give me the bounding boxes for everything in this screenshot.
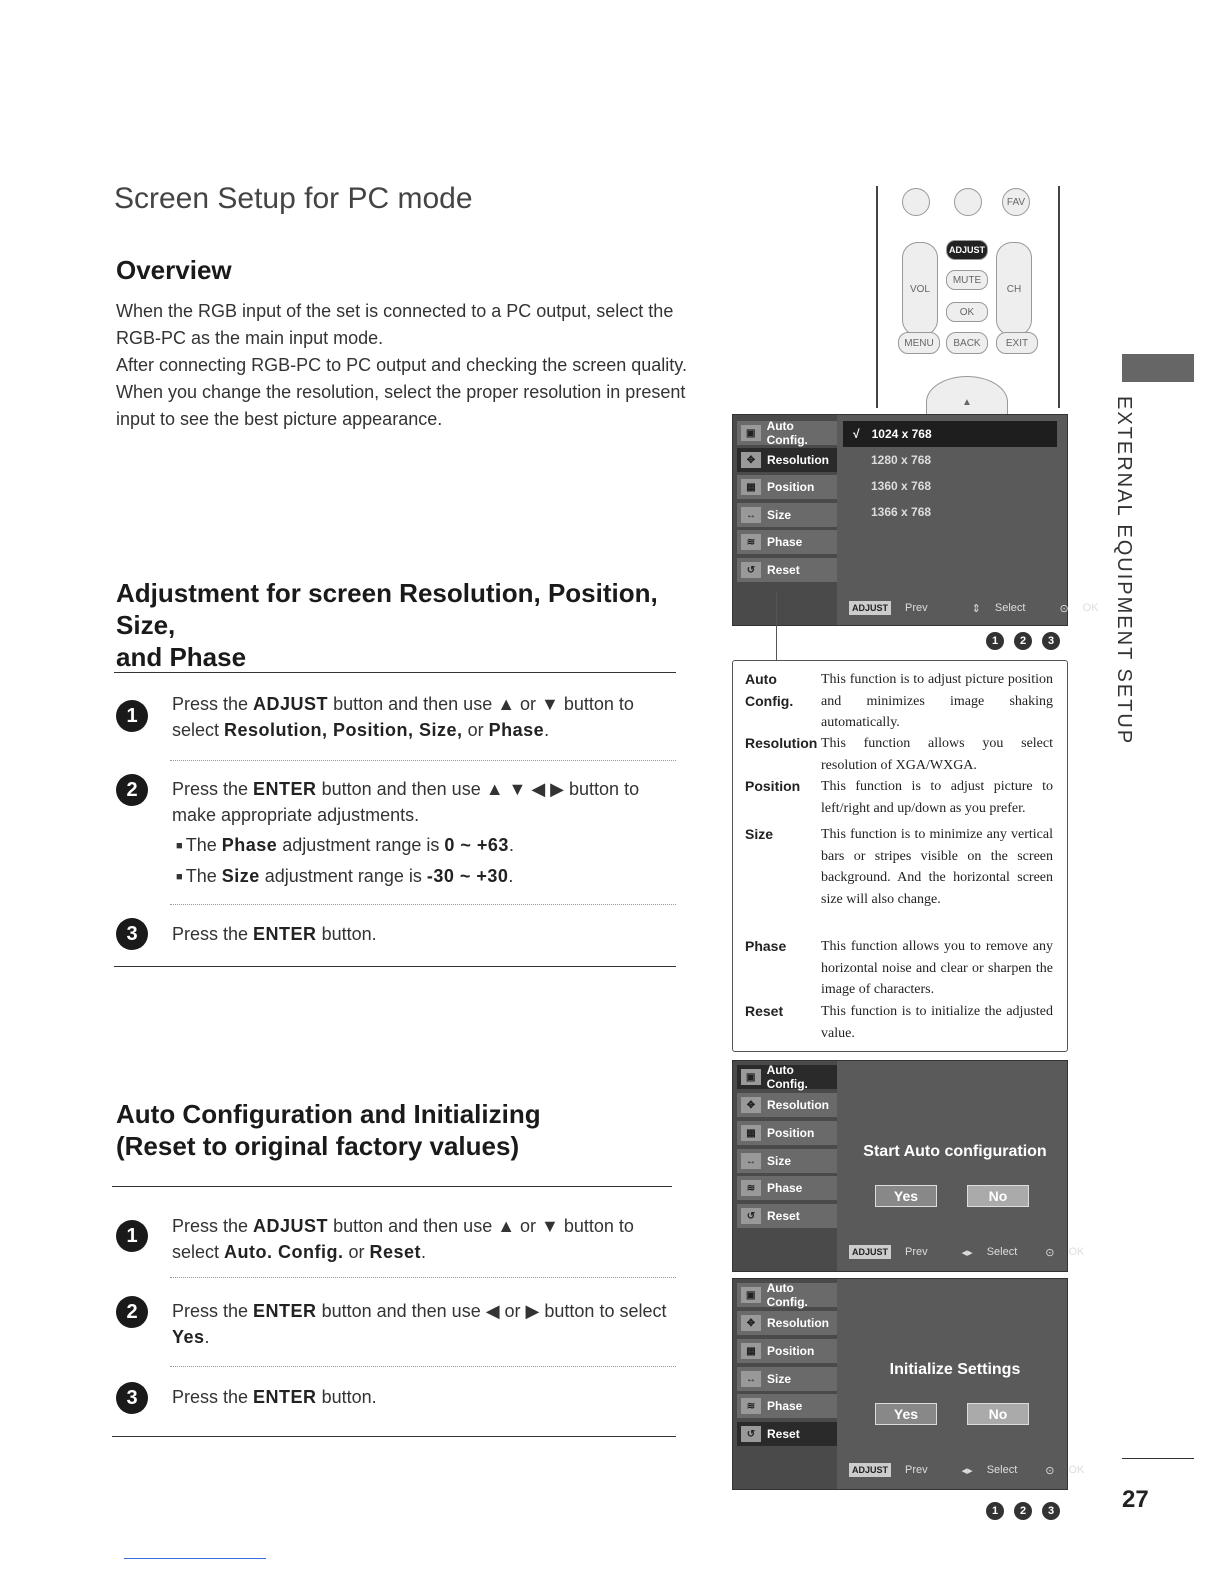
overview-p1: When the RGB input of the set is connected to a PC output, select the RGB-PC as the main input mode.: [116, 301, 674, 348]
overview-heading: Overview: [116, 255, 232, 285]
no-button: No: [967, 1403, 1029, 1425]
auto-step-2: Press the ENTER button and then use ◀ or ▶ button to select Yes.: [172, 1301, 667, 1347]
osd-menu-item-size: ↔ Size: [737, 503, 837, 527]
step-3-number: 3: [116, 1382, 148, 1414]
osd-menu-item-auto-config: ▣ Auto Config.: [737, 421, 837, 445]
leftright-icon: ◂▸: [961, 1246, 973, 1259]
yes-button: Yes: [875, 1403, 937, 1425]
remote-dpad-up-icon: ▲: [926, 376, 1008, 428]
osd-message: Start Auto configuration: [863, 1143, 1047, 1160]
resolution-icon: ✥: [741, 1097, 761, 1113]
osd-menu-item-position: ▦ Position: [737, 1339, 837, 1363]
osd-menu-item-position: ▦ Position: [737, 475, 837, 499]
osd-menu-item-phase: ≋ Phase: [737, 1394, 837, 1418]
prev-hint: Prev: [905, 602, 928, 614]
divider: [114, 966, 676, 967]
select-hint: Select: [994, 602, 1026, 614]
circle-number: 2: [1014, 632, 1032, 650]
prev-hint: Prev: [905, 1464, 928, 1476]
divider: [112, 1186, 672, 1187]
resolution-icon: ✥: [741, 1315, 761, 1331]
ok-icon: ⊙: [1045, 1246, 1055, 1259]
phase-icon: ≋: [741, 534, 761, 550]
osd-menu-item-reset: ↺ Reset: [737, 558, 837, 582]
size-icon: ↔: [741, 1371, 761, 1387]
osd-help-bar: [843, 1459, 1085, 1481]
ok-hint: OK: [1082, 602, 1099, 614]
osd-menu-item-resolution: ✥ Resolution: [737, 1093, 837, 1117]
updown-icon: ⇕: [971, 602, 981, 615]
section-tab-marker: [1122, 354, 1194, 382]
osd-resolution-menu: [732, 414, 1099, 626]
ok-hint: OK: [1068, 1246, 1085, 1258]
remote-round-button: [954, 188, 982, 216]
adjust-tag: ADJUST: [849, 601, 891, 615]
circle-number: 2: [1014, 1502, 1032, 1520]
remote-back-button: BACK: [946, 332, 988, 354]
auto-config-icon: ▣: [741, 1287, 761, 1303]
osd-auto-config-dialog: [732, 1060, 1085, 1272]
reset-icon: ↺: [741, 562, 761, 578]
callout-line: [776, 592, 777, 660]
remote-round-button: [902, 188, 930, 216]
select-hint: Select: [986, 1246, 1018, 1258]
osd-help-bar: [843, 1241, 1085, 1263]
auto-heading-line1: Auto Configuration and Initializing: [116, 1099, 541, 1129]
dotted-divider: [170, 1277, 676, 1278]
divider: [112, 1436, 676, 1437]
auto-config-icon: ▣: [741, 425, 761, 441]
ok-icon: ⊙: [1045, 1464, 1055, 1477]
osd-menu-item-phase: ≋ Phase: [737, 530, 837, 554]
adjust-heading-line1: Adjustment for screen Resolution, Position, Size,: [116, 578, 658, 640]
step-3-number: 3: [116, 918, 148, 950]
size-icon: ↔: [741, 507, 761, 523]
resolution-icon: ✥: [741, 452, 761, 468]
prev-hint: Prev: [905, 1246, 928, 1258]
remote-menu-button: MENU: [898, 332, 940, 354]
function-descriptions: Auto Config. This function is to adjust picture position and minimizes image shaking automatically. Resolution This function allows you select resolution of XGA/WXGA. Position This function is to adjust picture to left/right and up/down as you prefer. Size This function is to minimize any vertical bars or stripes visible on the screen background. And the horizontal screen size will also change. Phase This function allows you to remove any horizontal noise and clear or sharpen the image of characters. Reset This function is to initialize the adjusted value.: [732, 660, 1068, 1052]
no-button: No: [967, 1185, 1029, 1207]
reset-icon: ↺: [741, 1208, 761, 1224]
resolution-option: 1360 x 768: [871, 479, 932, 493]
auto-step-3: Press the ENTER button.: [172, 1387, 377, 1407]
osd-menu-item-auto-config: ▣ Auto Config.: [737, 1065, 837, 1089]
osd-message: Initialize Settings: [889, 1361, 1021, 1378]
dotted-divider: [170, 1366, 676, 1367]
overview-p3: When you change the resolution, select the proper resolution in present input to see the best picture appearance.: [116, 382, 686, 429]
bullet-size: ■ The Size adjustment range is -30 ~ +30.: [172, 863, 676, 890]
resolution-option: 1280 x 768: [871, 453, 932, 467]
auto-config-icon: ▣: [741, 1069, 761, 1085]
step-2-number: 2: [116, 774, 148, 806]
osd-initialize-dialog: [732, 1278, 1085, 1490]
circle-number: 3: [1042, 632, 1060, 650]
step-1-number: 1: [116, 700, 148, 732]
osd-menu-item-position: ▦ Position: [737, 1121, 837, 1145]
auto-step-1: Press the ADJUST button and then use ▲ or ▼ button to select Auto. Config. or Reset.: [172, 1216, 634, 1262]
adjust-tag: ADJUST: [849, 1463, 891, 1477]
reset-icon: ↺: [741, 1426, 761, 1442]
overview-p2: After connecting RGB-PC to PC output and checking the screen quality.: [116, 355, 687, 375]
osd-help-bar: [843, 597, 1099, 619]
auto-heading-line2: (Reset to original factory values): [116, 1131, 520, 1161]
position-icon: ▦: [741, 1343, 761, 1359]
select-hint: Select: [986, 1464, 1018, 1476]
ok-hint: OK: [1068, 1464, 1085, 1476]
step-1-number: 1: [116, 1220, 148, 1252]
bullet-phase: ■ The Phase adjustment range is 0 ~ +63.: [172, 832, 676, 859]
phase-icon: ≋: [741, 1180, 761, 1196]
position-icon: ▦: [741, 479, 761, 495]
circle-number: 3: [1042, 1502, 1060, 1520]
remote-exit-button: EXIT: [996, 332, 1038, 354]
osd-menu-item-resolution: ✥ Resolution: [737, 448, 837, 472]
page-title: Screen Setup for PC mode: [114, 182, 473, 215]
bottom-link-line: [124, 1558, 266, 1559]
remote-mute-button: MUTE: [946, 270, 988, 290]
adjust-step-3: Press the ENTER button.: [172, 924, 377, 944]
step-2-number: 2: [116, 1296, 148, 1328]
page-number-rule: [1122, 1458, 1194, 1459]
resolution-option: 1366 x 768: [871, 505, 932, 519]
resolution-option: √ 1024 x 768: [843, 421, 1057, 447]
page-number: 27: [1122, 1486, 1149, 1513]
osd-menu-item-reset: ↺ Reset: [737, 1422, 837, 1446]
osd-menu-item-auto-config: ▣ Auto Config.: [737, 1283, 837, 1307]
circle-number: 1: [986, 1502, 1004, 1520]
size-icon: ↔: [741, 1153, 761, 1169]
overview-text: [116, 298, 692, 433]
resolution-list: [843, 421, 1057, 525]
adjust-tag: ADJUST: [849, 1245, 891, 1259]
adjust-heading-line2: and Phase: [116, 642, 247, 672]
dotted-divider: [170, 904, 676, 905]
dotted-divider: [170, 760, 676, 761]
remote-vol-rocker: VOL: [902, 242, 938, 336]
position-icon: ▦: [741, 1125, 761, 1141]
phase-icon: ≋: [741, 1398, 761, 1414]
adjust-step-2: Press the ENTER button and then use ▲ ▼ ◀ ▶ button to make appropriate adjustments. ■ The Phase adjustment range is 0 ~ +63. ■ The Size adjustment range is -30 ~ +30.: [172, 776, 676, 890]
divider: [114, 672, 676, 673]
circle-number: 1: [986, 632, 1004, 650]
remote-ok-button: OK: [946, 302, 988, 322]
adjust-heading: [116, 577, 716, 673]
auto-heading: [116, 1098, 676, 1162]
leftright-icon: ◂▸: [961, 1464, 973, 1477]
osd-menu-item-phase: ≋ Phase: [737, 1176, 837, 1200]
ok-icon: ⊙: [1059, 602, 1069, 615]
remote-ch-rocker: CH: [996, 242, 1032, 336]
remote-control-illustration: [876, 186, 1060, 408]
section-side-title: EXTERNAL EQUIPMENT SETUP: [1113, 396, 1135, 746]
yes-button: Yes: [875, 1185, 937, 1207]
remote-adjust-button: ADJUST: [946, 240, 988, 260]
adjust-step-1: Press the ADJUST button and then use ▲ or ▼ button to select Resolution, Position, Size, or Phase.: [172, 694, 634, 740]
osd-menu-item-reset: ↺ Reset: [737, 1204, 837, 1228]
remote-fav-button: FAV: [1002, 188, 1030, 216]
osd-menu-item-resolution: ✥ Resolution: [737, 1311, 837, 1335]
osd-menu-item-size: ↔ Size: [737, 1367, 837, 1391]
osd-menu-item-size: ↔ Size: [737, 1149, 837, 1173]
